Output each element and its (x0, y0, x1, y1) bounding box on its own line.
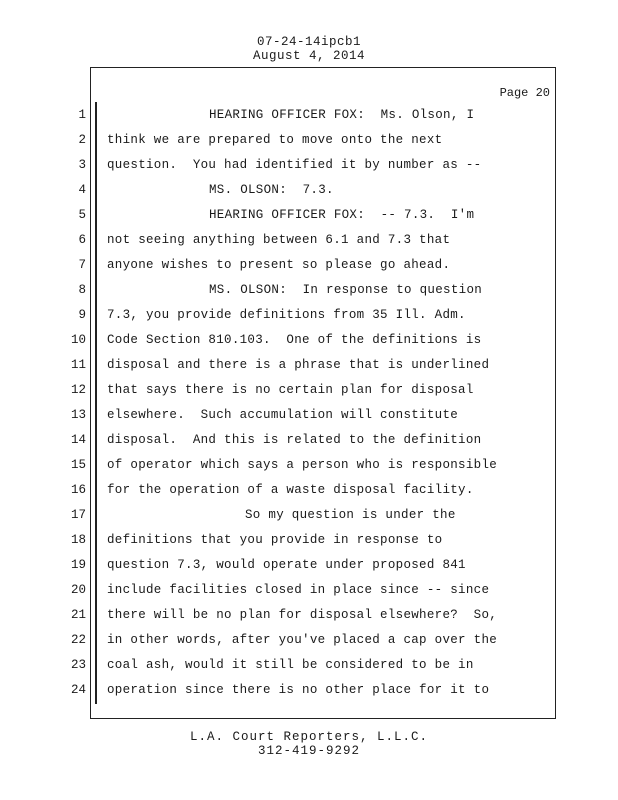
transcript-line-text: MS. OLSON: 7.3. (209, 183, 334, 197)
transcript-line-text: not seeing anything between 6.1 and 7.3 that (107, 233, 451, 247)
line-number: 9 (78, 308, 86, 322)
transcript-line-text: So my question is under the (245, 508, 456, 522)
transcript-line-text: for the operation of a waste disposal facility. (107, 483, 474, 497)
transcript-line-text: 7.3, you provide definitions from 35 Ill. Adm. (107, 308, 466, 322)
line-number: 1 (78, 108, 86, 122)
line-number: 19 (70, 558, 86, 572)
line-number: 21 (70, 608, 86, 622)
line-number: 18 (70, 533, 86, 547)
transcript-line-text: HEARING OFFICER FOX: Ms. Olson, I (209, 108, 475, 122)
line-number-rule (95, 102, 97, 704)
footer-company: L.A. Court Reporters, L.L.C. (189, 730, 429, 744)
transcript-line-text: think we are prepared to move onto the next (107, 133, 443, 147)
line-number: 15 (70, 458, 86, 472)
transcript-line-text: in other words, after you've placed a cap over the (107, 633, 498, 647)
line-number: 7 (78, 258, 86, 272)
line-number: 20 (70, 583, 86, 597)
transcript-line-text: question. You had identified it by number as -- (107, 158, 482, 172)
line-number: 14 (70, 433, 86, 447)
line-number: 5 (78, 208, 86, 222)
line-number: 3 (78, 158, 86, 172)
transcript-line-text: question 7.3, would operate under proposed 841 (107, 558, 466, 572)
line-number: 24 (70, 683, 86, 697)
transcript-line-text: operation since there is no other place for it to (107, 683, 490, 697)
transcript-line-text: of operator which says a person who is responsible (107, 458, 498, 472)
line-number: 12 (70, 383, 86, 397)
transcript-line-text: elsewhere. Such accumulation will constitute (107, 408, 459, 422)
document-id: 07-24-14ipcb1 (256, 35, 362, 49)
line-number: 11 (70, 358, 86, 372)
line-number: 13 (70, 408, 86, 422)
transcript-line-text: Code Section 810.103. One of the definitions is (107, 333, 482, 347)
line-number: 16 (70, 483, 86, 497)
transcript-line-text: definitions that you provide in response to (107, 533, 443, 547)
line-number: 8 (78, 283, 86, 297)
page-number: Page 20 (499, 86, 550, 100)
transcript-line-text: disposal. And this is related to the definition (107, 433, 482, 447)
transcript-line-text: anyone wishes to present so please go ahead. (107, 258, 451, 272)
transcript-line-text: include facilities closed in place since -- since (107, 583, 490, 597)
line-number: 6 (78, 233, 86, 247)
transcript-line-text: there will be no plan for disposal elsewhere? So, (107, 608, 498, 622)
transcript-line-text: MS. OLSON: In response to question (209, 283, 483, 297)
transcript-line-text: HEARING OFFICER FOX: -- 7.3. I'm (209, 208, 475, 222)
footer-phone: 312-419-9292 (257, 744, 360, 758)
line-number: 2 (78, 133, 86, 147)
document-date: August 4, 2014 (252, 49, 366, 63)
transcript-line-text: disposal and there is a phrase that is underlined (107, 358, 490, 372)
line-number: 23 (70, 658, 86, 672)
line-number: 4 (78, 183, 86, 197)
transcript-line-text: that says there is no certain plan for disposal (107, 383, 474, 397)
line-number: 17 (70, 508, 86, 522)
transcript-line-text: coal ash, would it still be considered to be in (107, 658, 474, 672)
line-number: 22 (70, 633, 86, 647)
line-number: 10 (70, 333, 86, 347)
